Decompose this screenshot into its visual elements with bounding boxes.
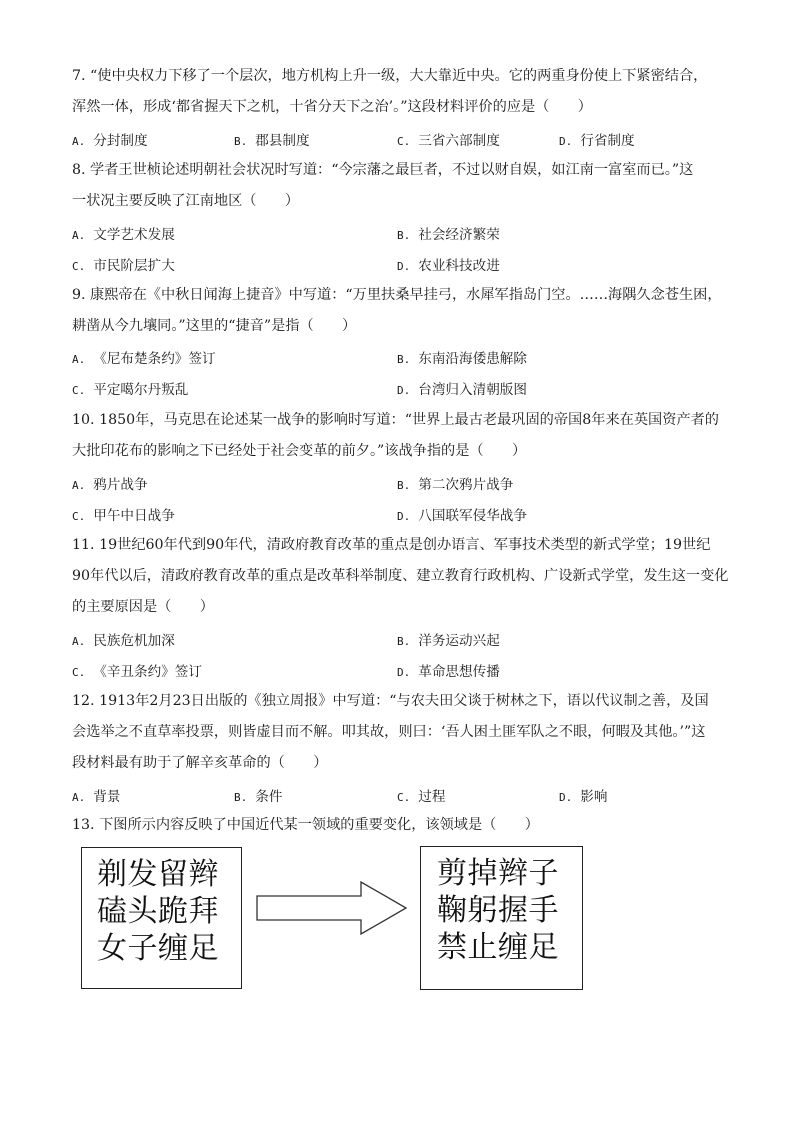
question-12 (72, 686, 722, 779)
figure-right-line: 剪掉辫子 (437, 856, 559, 891)
option-b[interactable]: B. 条件 (234, 789, 283, 805)
option-b[interactable]: B. 东南沿海倭患解除 (397, 351, 527, 367)
figure-left-line: 剃发留辫 (97, 857, 219, 892)
question-text-line: 大批印花布的影响之下已经处于社会变革的前夕。”该战争指的是（ ） (72, 443, 527, 459)
option-c[interactable]: C. 市民阶层扩大 (72, 258, 175, 274)
option-c[interactable]: C. 《辛丑条约》签订 (72, 664, 202, 680)
option-a[interactable]: A. 背景 (72, 789, 121, 805)
question-text-line: 段材料最有助于了解辛亥革命的（ ） (72, 755, 328, 771)
option-b[interactable]: B. 洋务运动兴起 (397, 633, 500, 649)
option-d[interactable]: D. 台湾归入清朝版图 (397, 382, 527, 398)
option-d[interactable]: D. 农业科技改进 (397, 258, 500, 274)
question-9 (72, 280, 722, 342)
option-a[interactable]: A. 《尼布楚条约》签订 (72, 351, 216, 367)
question-text-line: 浑然一体，形成‘都省握天下之机，十省分天下之治’。”这段材料评价的应是（ ） (72, 99, 592, 115)
right-arrow-icon (256, 881, 411, 935)
figure-left-line: 女子缠足 (97, 931, 219, 966)
option-c[interactable]: C. 甲午中日战争 (72, 508, 175, 524)
option-a[interactable]: A. 文学艺术发展 (72, 227, 175, 243)
question-text-line: 的主要原因是（ ） (72, 599, 214, 615)
question-text-line: 8. 学者王世桢论述明朝社会状况时写道：“今宗藩之最巨者，不过以财自娱，如江南一富室而已。”这 (72, 162, 694, 178)
question-text-line: 13. 下图所示内容反映了中国近代某一领域的重要变化，该领域是（ ） (72, 817, 539, 833)
question-7 (72, 61, 722, 123)
figure-left-box (81, 847, 242, 989)
question-text-line: 一状况主要反映了江南地区（ ） (72, 193, 300, 209)
question-text-line: 11. 19世纪60年代到90年代，清政府教育改革的重点是创办语言、军事技术类型的新式学堂；19世纪 (72, 537, 711, 553)
figure-right-box (420, 846, 583, 990)
figure-left-line: 磕头跪拜 (97, 894, 219, 929)
option-a[interactable]: A. 民族危机加深 (72, 633, 175, 649)
option-b[interactable]: B. 第二次鸦片战争 (397, 477, 514, 493)
question-text-line: 10. 1850年，马克思在论述某一战争的影响时写道：“世界上最古老最巩固的帝国8年来在英国资产者的 (72, 412, 719, 428)
option-c[interactable]: C. 过程 (397, 789, 446, 805)
question-13 (72, 810, 722, 841)
option-d[interactable]: D. 革命思想传播 (397, 664, 500, 680)
question-10 (72, 405, 722, 467)
option-b[interactable]: B. 郡县制度 (234, 133, 310, 149)
option-d[interactable]: D. 八国联军侵华战争 (397, 508, 527, 524)
option-c[interactable]: C. 三省六部制度 (397, 133, 500, 149)
option-b[interactable]: B. 社会经济繁荣 (397, 227, 500, 243)
option-d[interactable]: D. 行省制度 (559, 133, 635, 149)
question-text-line: 会选举之不直草率投票，则皆虚目而不解。叩其故，则曰：‘吾人困土匪军队之不眼，何暇及其他。’”这 (72, 724, 706, 740)
question-8 (72, 155, 722, 217)
figure-right-line: 禁止缠足 (437, 930, 559, 965)
option-a[interactable]: A. 鸦片战争 (72, 477, 148, 493)
question-text-line: 7. “使中央权力下移了一个层次，地方机构上升一级，大大靠近中央。它的两重身份使上下紧密结合， (72, 68, 708, 84)
question-text-line: 12. 1913年2月23日出版的《独立周报》中写道：“与农夫田父谈于树林之下，语以代议制之善，及国 (72, 693, 709, 709)
option-c[interactable]: C. 平定噶尔丹叛乱 (72, 382, 189, 398)
question-text-line: 90年代以后，清政府教育改革的重点是改革科举制度、建立教育行政机构、广设新式学堂，发生这一变化 (72, 568, 729, 584)
question-text-line: 耕凿从今九壤同。”这里的“捷音”是指（ ） (72, 318, 357, 334)
option-a[interactable]: A. 分封制度 (72, 133, 148, 149)
question-text-line: 9. 康熙帝在《中秋日闻海上捷音》中写道：“万里扶桑早挂弓，水犀军指岛门空。……海隅久念苍生困， (72, 287, 722, 303)
option-d[interactable]: D. 影响 (559, 789, 608, 805)
question-11 (72, 530, 729, 623)
figure-right-line: 鞠躬握手 (437, 893, 559, 928)
